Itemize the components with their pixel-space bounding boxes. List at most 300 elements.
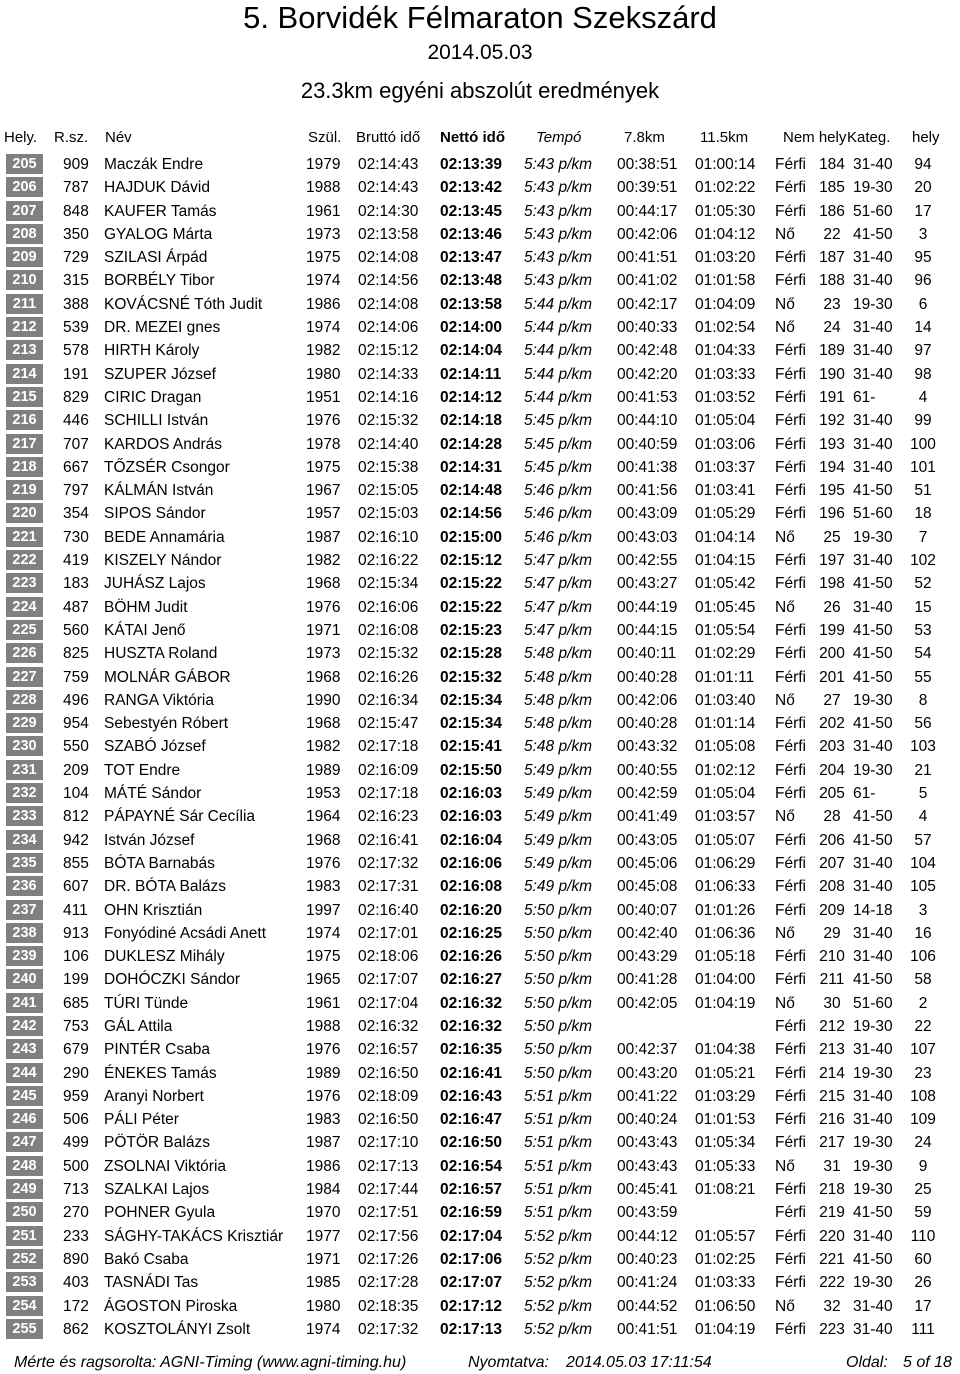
split2-cell: 01:04:33 [695,342,756,360]
net-time-cell: 02:17:06 [440,1250,503,1268]
born-cell: 1980 [306,365,341,383]
net-time-cell: 02:14:04 [440,342,503,360]
rank-cell: 253 [6,1272,43,1292]
table-row [0,735,960,758]
table-row [0,200,960,223]
name-cell: KISZELY Nándor [104,552,222,570]
name-cell: PÖTÖR Balázs [104,1134,210,1152]
category-rank-cell: 23 [914,1064,932,1082]
rank-cell: 226 [6,643,43,663]
footer-page-label: Oldal: [846,1354,888,1371]
sex-rank-cell: 191 [819,388,845,406]
sex-cell: Férfi [775,971,806,989]
born-cell: 1975 [306,249,341,267]
category-rank-cell: 52 [914,575,932,593]
split2-cell: 01:05:57 [695,1227,756,1245]
pace-cell: 5:51 p/km [524,1204,593,1222]
split1-cell: 00:42:20 [617,365,678,383]
split2-cell: 01:03:06 [695,435,756,453]
rank-cell: 251 [6,1226,43,1246]
table-row [0,1295,960,1318]
net-time-cell: 02:16:27 [440,971,503,989]
split1-cell: 00:40:24 [617,1111,678,1129]
footer-credit: Mérte és ragsorolta: AGNI-Timing (www.agni-timing.hu) [14,1354,407,1371]
split1-cell: 00:44:17 [617,202,678,220]
bib-cell: 667 [63,458,89,476]
sex-rank-cell: 220 [819,1227,845,1245]
sex-rank-cell: 210 [819,948,845,966]
sex-cell: Férfi [775,738,806,756]
name-cell: KARDOS András [104,435,223,453]
split1-cell: 00:42:05 [617,994,678,1012]
net-time-cell: 02:13:48 [440,272,503,290]
born-cell: 1985 [306,1274,341,1292]
pace-cell: 5:51 p/km [524,1157,593,1175]
footer-printed-value: 2014.05.03 17:11:54 [566,1354,712,1371]
category-rank-cell: 16 [914,924,932,942]
gross-time-cell: 02:14:43 [358,179,419,197]
born-cell: 1976 [306,598,341,616]
pace-cell: 5:49 p/km [524,854,593,872]
rank-cell: 233 [6,806,43,826]
table-row [0,1225,960,1248]
born-cell: 1974 [306,1320,341,1338]
bib-cell: 550 [63,738,89,756]
table-row [0,526,960,549]
name-cell: TÚRI Tünde [104,994,189,1012]
sex-cell: Férfi [775,1227,806,1245]
pace-cell: 5:44 p/km [524,388,593,406]
category-rank-cell: 100 [910,435,936,453]
split1-cell: 00:42:48 [617,342,678,360]
sex-cell: Férfi [775,458,806,476]
split2-cell: 01:05:04 [695,785,756,803]
split2-cell: 01:02:54 [695,319,756,337]
name-cell: HAJDUK Dávid [104,179,210,197]
rank-cell: 224 [6,597,43,617]
table-row [0,1108,960,1131]
rank-cell: 234 [6,830,43,850]
bib-cell: 499 [63,1134,89,1152]
name-cell: Fonyódiné Acsádi Anett [104,924,267,942]
sex-cell: Férfi [775,412,806,430]
net-time-cell: 02:14:31 [440,458,503,476]
net-time-cell: 02:15:50 [440,761,503,779]
bib-cell: 729 [63,249,89,267]
split1-cell: 00:41:24 [617,1274,678,1292]
born-cell: 1957 [306,505,341,523]
pace-cell: 5:45 p/km [524,458,593,476]
sex-cell: Férfi [775,575,806,593]
category-rank-cell: 14 [914,319,932,337]
net-time-cell: 02:13:39 [440,156,503,173]
category-cell: 31-40 [853,458,893,476]
gross-time-cell: 02:14:43 [358,156,419,173]
rank-cell: 230 [6,736,43,756]
category-rank-cell: 98 [914,365,932,383]
name-cell: DOHÓCZKI Sándor [104,971,241,989]
category-rank-cell: 4 [918,808,928,826]
split2-cell: 01:06:50 [695,1297,756,1315]
sex-rank-cell: 199 [819,621,845,639]
category-cell: 31-40 [853,1227,893,1245]
born-cell: 1973 [306,225,341,243]
net-time-cell: 02:16:50 [440,1134,503,1152]
rank-cell: 241 [6,993,43,1013]
category-rank-cell: 15 [914,598,932,616]
split1-cell: 00:40:28 [617,668,678,686]
table-row [0,1155,960,1178]
col-born: Szül. [308,129,342,146]
table-row [0,1271,960,1294]
category-rank-cell: 97 [914,342,932,360]
category-rank-cell: 105 [910,878,936,896]
split1-cell: 00:42:06 [617,691,678,709]
split1-cell: 00:39:51 [617,179,678,197]
sex-cell: Nő [775,1297,795,1315]
rank-cell: 252 [6,1249,43,1269]
pace-cell: 5:48 p/km [524,691,593,709]
net-time-cell: 02:17:04 [440,1227,503,1245]
sex-rank-cell: 217 [819,1134,845,1152]
net-time-cell: 02:16:26 [440,948,503,966]
category-cell: 51-60 [853,994,893,1012]
rank-cell: 237 [6,900,43,920]
rank-cell: 211 [6,294,43,314]
category-rank-cell: 55 [914,668,932,686]
rank-cell: 246 [6,1109,43,1129]
gross-time-cell: 02:16:10 [358,528,419,546]
rank-cell: 222 [6,550,43,570]
pace-cell: 5:51 p/km [524,1181,593,1199]
category-cell: 41-50 [853,971,893,989]
rank-cell: 249 [6,1179,43,1199]
category-cell: 31-40 [853,272,893,290]
category-rank-cell: 95 [914,249,932,267]
rank-cell: 217 [6,434,43,454]
split1-cell: 00:43:03 [617,528,678,546]
net-time-cell: 02:16:04 [440,831,503,849]
born-cell: 1968 [306,668,341,686]
born-cell: 1982 [306,342,341,360]
sex-rank-cell: 186 [819,202,845,220]
split2-cell: 01:02:25 [695,1250,756,1268]
category-rank-cell: 7 [918,528,928,546]
split1-cell: 00:43:43 [617,1157,678,1175]
sex-cell: Nő [775,295,795,313]
category-rank-cell: 18 [914,505,932,523]
sex-cell: Férfi [775,1274,806,1292]
rank-cell: 235 [6,853,43,873]
split2-cell: 01:03:41 [695,482,756,500]
table-row [0,269,960,292]
born-cell: 1964 [306,808,341,826]
gross-time-cell: 02:13:58 [358,225,419,243]
sex-rank-cell: 213 [819,1041,845,1059]
net-time-cell: 02:13:47 [440,249,503,267]
born-cell: 1982 [306,552,341,570]
split1-cell: 00:40:55 [617,761,678,779]
pace-cell: 5:46 p/km [524,482,593,500]
split1-cell: 00:38:51 [617,156,678,173]
name-cell: OHN Krisztián [104,901,203,919]
split1-cell: 00:43:59 [617,1204,678,1222]
table-row [0,829,960,852]
sex-cell: Férfi [775,202,806,220]
page-title: 5. Borvidék Félmaraton Szekszárd [243,0,717,35]
pace-cell: 5:44 p/km [524,365,593,383]
rank-cell: 244 [6,1063,43,1083]
bib-cell: 172 [63,1297,89,1315]
sex-cell: Nő [775,528,795,546]
name-cell: GYALOG Márta [104,225,213,243]
sex-cell: Nő [775,994,795,1012]
pace-cell: 5:43 p/km [524,249,593,267]
net-time-cell: 02:14:18 [440,412,503,430]
sex-cell: Férfi [775,1204,806,1222]
name-cell: BÖHM Judit [104,598,188,616]
category-rank-cell: 22 [914,1017,932,1035]
bib-cell: 954 [63,715,89,733]
sex-cell: Férfi [775,1111,806,1129]
bib-cell: 350 [63,225,89,243]
rank-cell: 219 [6,480,43,500]
split1-cell: 00:40:07 [617,901,678,919]
born-cell: 1953 [306,785,341,803]
gross-time-cell: 02:17:44 [358,1181,419,1199]
split2-cell: 01:05:34 [695,1134,756,1152]
net-time-cell: 02:17:07 [440,1274,503,1292]
rank-cell: 213 [6,340,43,360]
bib-cell: 759 [63,668,89,686]
category-cell: 19-30 [853,179,893,197]
table-row [0,456,960,479]
split1-cell: 00:41:51 [617,249,678,267]
bib-cell: 713 [63,1181,89,1199]
split2-cell: 01:01:11 [695,668,755,686]
split2-cell: 01:03:29 [695,1087,756,1105]
sex-cell: Férfi [775,156,806,173]
split2-cell: 01:03:20 [695,249,756,267]
net-time-cell: 02:13:46 [440,225,503,243]
born-cell: 1984 [306,1181,341,1199]
bib-cell: 183 [63,575,89,593]
sex-rank-cell: 215 [819,1087,845,1105]
col-rank: Hely. [4,129,38,146]
sex-rank-cell: 32 [823,1297,841,1315]
category-cell: 31-40 [853,738,893,756]
rank-cell: 214 [6,364,43,384]
born-cell: 1974 [306,319,341,337]
sex-cell: Férfi [775,621,806,639]
split2-cell: 01:03:52 [695,388,756,406]
split1-cell: 00:40:59 [617,435,678,453]
category-rank-cell: 2 [918,994,928,1012]
pace-cell: 5:50 p/km [524,948,593,966]
bib-cell: 104 [63,785,89,803]
gross-time-cell: 02:15:32 [358,412,419,430]
net-time-cell: 02:16:06 [440,854,503,872]
category-cell: 31-40 [853,365,893,383]
split1-cell: 00:45:41 [617,1181,678,1199]
split2-cell: 01:05:21 [695,1064,756,1082]
name-cell: HIRTH Károly [104,342,200,360]
pace-cell: 5:50 p/km [524,1017,593,1035]
bib-cell: 855 [63,854,89,872]
bib-cell: 707 [63,435,89,453]
category-cell: 41-50 [853,645,893,663]
category-cell: 31-40 [853,1111,893,1129]
net-time-cell: 02:17:13 [440,1320,503,1338]
table-header [0,128,960,148]
col-split1: 7.8km [624,129,665,146]
table-row [0,572,960,595]
footer-printed-label: Nyomtatva: [468,1354,549,1371]
name-cell: István József [104,831,195,849]
sex-cell: Férfi [775,388,806,406]
split1-cell: 00:42:55 [617,552,678,570]
gross-time-cell: 02:17:56 [358,1227,419,1245]
table-row [0,968,960,991]
event-date: 2014.05.03 [427,41,533,64]
split2-cell: 01:04:19 [695,1320,756,1338]
category-cell: 19-30 [853,691,893,709]
table-row [0,782,960,805]
rank-cell: 229 [6,713,43,733]
sex-cell: Férfi [775,435,806,453]
sex-rank-cell: 188 [819,272,845,290]
pace-cell: 5:49 p/km [524,878,593,896]
pace-cell: 5:47 p/km [524,621,593,639]
category-rank-cell: 58 [914,971,932,989]
pace-cell: 5:47 p/km [524,575,593,593]
sex-cell: Férfi [775,645,806,663]
split2-cell: 01:04:15 [695,552,756,570]
name-cell: SÁGHY-TAKÁCS Krisztiár [104,1227,284,1245]
born-cell: 1976 [306,854,341,872]
table-row [0,875,960,898]
category-rank-cell: 3 [918,225,928,243]
gross-time-cell: 02:17:31 [358,878,419,896]
bib-cell: 685 [63,994,89,1012]
sex-cell: Nő [775,225,795,243]
rank-cell: 220 [6,503,43,523]
net-time-cell: 02:15:28 [440,645,503,663]
sex-rank-cell: 203 [819,738,845,756]
category-cell: 31-40 [853,878,893,896]
name-cell: KÁLMÁN István [104,482,214,500]
pace-cell: 5:49 p/km [524,808,593,826]
sex-cell: Férfi [775,1041,806,1059]
category-cell: 41-50 [853,1250,893,1268]
born-cell: 1979 [306,156,341,173]
split2-cell: 01:05:04 [695,412,756,430]
pace-cell: 5:48 p/km [524,645,593,663]
category-cell: 19-30 [853,1064,893,1082]
sex-rank-cell: 31 [823,1157,841,1175]
sex-rank-cell: 27 [823,691,841,709]
category-rank-cell: 109 [910,1111,936,1129]
rank-cell: 236 [6,876,43,896]
net-time-cell: 02:14:11 [440,365,502,383]
net-time-cell: 02:13:42 [440,179,503,197]
split2-cell: 01:06:29 [695,854,756,872]
category-rank-cell: 9 [918,1157,928,1175]
category-rank-cell: 107 [910,1041,936,1059]
split2-cell: 01:04:38 [695,1041,756,1059]
split1-cell: 00:44:19 [617,598,678,616]
split1-cell: 00:41:38 [617,458,678,476]
born-cell: 1980 [306,1297,341,1315]
sex-cell: Férfi [775,272,806,290]
bib-cell: 890 [63,1250,89,1268]
net-time-cell: 02:16:41 [440,1064,503,1082]
category-rank-cell: 5 [918,785,928,803]
pace-cell: 5:43 p/km [524,272,593,290]
sex-cell: Férfi [775,365,806,383]
table-row [0,1248,960,1271]
table-row [0,759,960,782]
bib-cell: 354 [63,505,89,523]
born-cell: 1988 [306,1017,341,1035]
table-row [0,433,960,456]
sex-cell: Férfi [775,1087,806,1105]
category-rank-cell: 101 [910,458,936,476]
gross-time-cell: 02:14:33 [358,365,419,383]
split1-cell: 00:41:51 [617,1320,678,1338]
split2-cell: 01:03:40 [695,691,756,709]
split2-cell: 01:02:29 [695,645,756,663]
category-cell: 41-50 [853,668,893,686]
gross-time-cell: 02:16:09 [358,761,419,779]
pace-cell: 5:52 p/km [524,1297,593,1315]
category-cell: 31-40 [853,924,893,942]
sex-cell: Nő [775,598,795,616]
net-time-cell: 02:16:57 [440,1181,503,1199]
split1-cell: 00:40:11 [617,645,677,663]
sex-cell: Férfi [775,1017,806,1035]
sex-cell: Nő [775,1157,795,1175]
category-rank-cell: 94 [914,156,932,173]
split2-cell: 01:05:45 [695,598,756,616]
sex-cell: Férfi [775,482,806,500]
pace-cell: 5:45 p/km [524,435,593,453]
gross-time-cell: 02:16:08 [358,621,419,639]
net-time-cell: 02:15:12 [440,552,503,570]
name-cell: DR. MEZEI gnes [104,319,221,337]
gross-time-cell: 02:15:03 [358,505,419,523]
col-category: Kateg. [847,129,891,146]
category-cell: 41-50 [853,808,893,826]
pace-cell: 5:49 p/km [524,831,593,849]
col-bib: R.sz. [54,129,89,146]
gross-time-cell: 02:16:50 [358,1111,419,1129]
rank-cell: 205 [6,154,43,174]
name-cell: Sebestyén Róbert [104,715,229,733]
bib-cell: 959 [63,1087,89,1105]
category-cell: 31-40 [853,342,893,360]
gross-time-cell: 02:14:30 [358,202,419,220]
born-cell: 1961 [306,994,341,1012]
net-time-cell: 02:13:58 [440,295,503,313]
split1-cell: 00:43:20 [617,1064,678,1082]
sex-rank-cell: 221 [819,1250,845,1268]
sex-rank-cell: 212 [819,1017,845,1035]
sex-cell: Férfi [775,668,806,686]
bib-cell: 500 [63,1157,89,1175]
name-cell: Maczák Endre [104,156,204,173]
bib-cell: 848 [63,202,89,220]
